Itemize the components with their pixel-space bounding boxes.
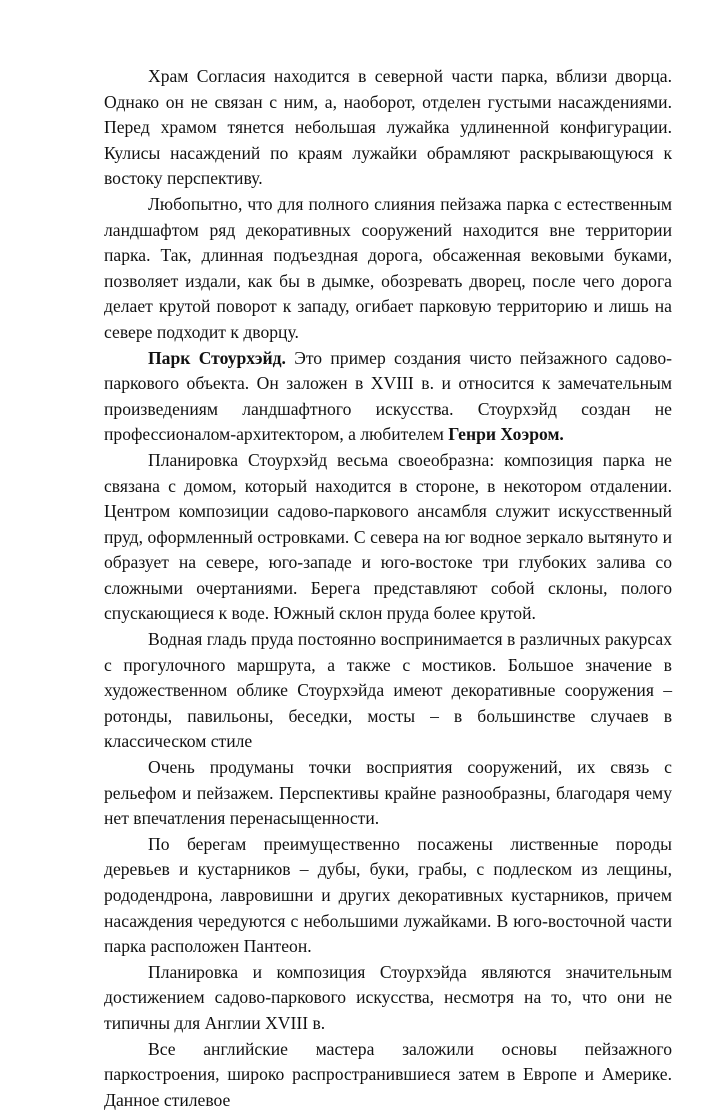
paragraph-plantings: По берегам преимущественно посажены лиственные породы деревьев и кустарников – дубы, буки, грабы, с подлеском из лещины, рододендрона, лавровишни и других декоративных кустарников, причем насаждения чередуются с небольшими лужайками. В юго-восточной части парка расположен Пантеон. [104, 833, 672, 957]
paragraph-water-surface: Водная гладь пруда постоянно воспринимается в различных ракурсах с прогулочного маршрута, а также с мостиков. Большое значение в художественном облике Стоурхэйда имеют декоративные сооружения – ротонды, павильоны, беседки, мосты – в большинстве случаев в классическом стиле [104, 629, 672, 752]
document-page [104, 64, 672, 1113]
paragraph-stourhead-text: Это пример создания чисто пейзажного садово-паркового объекта. Он заложен в XVIII в. и относится к замечательным произведениям ландшафтного искусства. Стоурхэйд создан не профессионалом-архитектором, а любителем [104, 347, 672, 445]
paragraph-viewpoints: Очень продуманы точки восприятия сооружений, их связь с рельефом и пейзажем. Перспективы крайне разнообразны, благодаря чему нет впечатления перенасыщенности. [104, 757, 672, 829]
park-title: Парк Стоурхэйд. [148, 347, 286, 368]
paragraph-composition: Планировка и композиция Стоурхэйда являются значительным достижением садово-паркового искусства, несмотря на то, что они не типичны для Англии XVIII в. [104, 961, 672, 1033]
paragraph-stourhead-layout: Планировка Стоурхэйд весьма своеобразна: композиция парка не связана с домом, который находится в стороне, в некотором отдалении. Центром композиции садово-паркового ансамбля служит искусственный пруд, оформленный островками. С севера на юг водное зеркало вытянуто и образует на севере, юго-западе и юго-востоке три глубоких залива со сложными очертаниями. Берега представляют собой склоны, полого спускающиеся к воде. Южный склон пруда более крутой. [104, 449, 672, 624]
paragraph-landscape-fusion: Любопытно, что для полного слияния пейзажа парка с естественным ландшафтом ряд декоративных сооружений находится вне территории парка. Так, длинная подъездная дорога, обсаженная вековыми буками, позволяет издали, как бы в дымке, обозревать дворец, после чего дорога делает крутой поворот к западу, огибает парковую территорию и лишь на севере подходит к дворцу. [104, 193, 672, 342]
paragraph-temple-of-concord: Храм Согласия находится в северной части парка, вблизи дворца. Однако он не связан с ним, а, наоборот, отделен густыми насаждениями. Перед храмом тянется небольшая лужайка удлиненной конфигурации. Кулисы насаждений по краям лужайки обрамляют раскрывающуюся к востоку перспективу. [104, 66, 672, 189]
paragraph-stourhead-intro [104, 346, 672, 448]
paragraph-english-masters: Все английские мастера заложили основы пейзажного паркостроения, широко распространившиеся затем в Европе и Америке. Данное стилевое [104, 1038, 672, 1110]
author-name: Генри Хоэром. [448, 424, 564, 445]
